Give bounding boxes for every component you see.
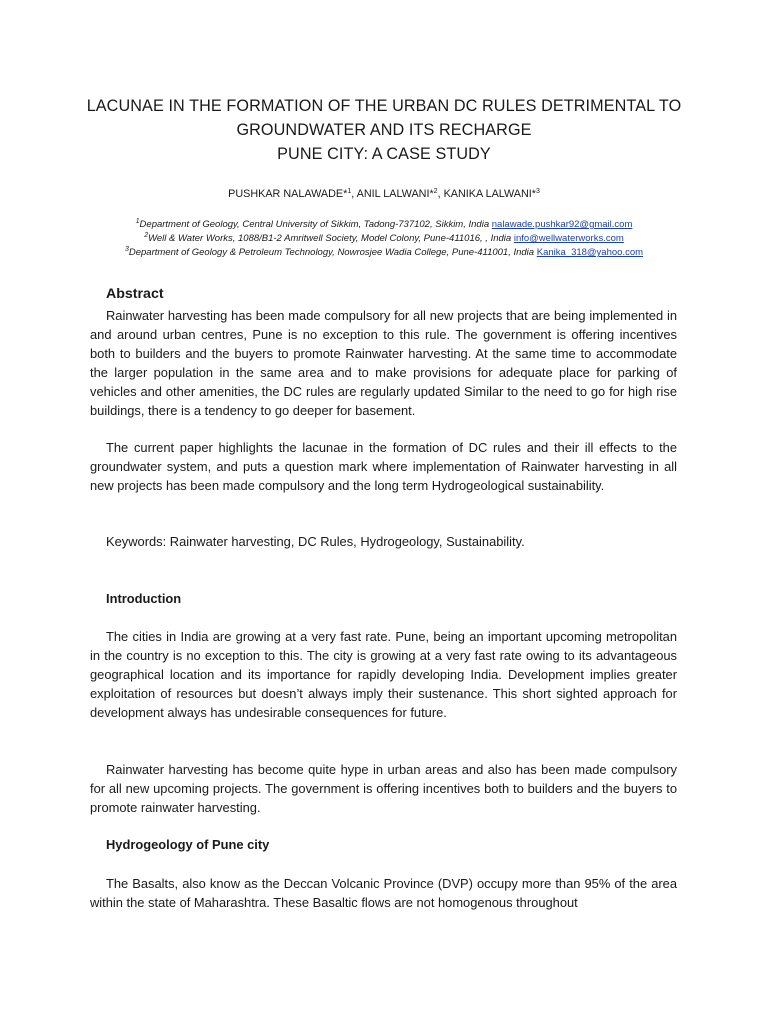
author-affiliation-mark: 1 xyxy=(347,188,352,195)
affiliation-line xyxy=(60,232,708,246)
author-separator: , xyxy=(437,188,444,200)
affiliation-line xyxy=(60,246,708,260)
affiliation-mark: 1 xyxy=(135,218,140,225)
affiliation-mark: 2 xyxy=(144,232,149,240)
author-name: KANIKA LALWANI* xyxy=(443,188,536,200)
abstract-paragraph-1: Rainwater harvesting has been made compulsory for all new projects that are being implemented in and around urban centres, Pune is no exception to this rule. The government is offering incentives both to builders and the buyers to promote Rainwater harvesting. At the same time to accommodate the larger population in the same area and to make provisions for adequate place for parking of vehicles and other amenities, the DC rules are regularly updated Similar to the need to go for high rise buildings, there is a tendency to go deeper for basement. xyxy=(90,308,677,418)
affiliation-text: Department of Geology & Petroleum Technology, Nowrosjee Wadia College, Pune-411001, India xyxy=(128,247,537,259)
affiliation-list xyxy=(60,218,708,261)
introduction-paragraph-1: The cities in India are growing at a very fast rate. Pune, being an important upcoming metropolitan in the country is no exception to this. The city is growing at a very fast rate owing to its advantageous geographical location and its importance for rapidly developing India. Development implies greater exploitation of resources but doesn’t always imply their sustenance. This short sighted approach for development always has undesirable consequences for future. xyxy=(90,629,677,720)
abstract-heading: Abstract xyxy=(106,286,164,302)
affiliation-text: Department of Geology, Central University of Sikkim, Tadong-737102, Sikkim, India xyxy=(139,219,492,230)
abstract-paragraph-2: The current paper highlights the lacunae in the formation of DC rules and their ill effects to the groundwater system, and puts a question mark where implementation of Rainwater harvesting in all new projects has been made compulsory and the long term Hydrogeological sustainability. xyxy=(90,440,677,493)
author-name: ANIL LALWANI* xyxy=(356,188,434,200)
title-line-1: LACUNAE IN THE FORMATION OF THE URBAN DC RULES DETRIMENTAL TO xyxy=(86,97,682,115)
title-line-3: PUNE CITY: A CASE STUDY xyxy=(277,145,491,163)
author-list xyxy=(60,186,708,202)
email-link[interactable]: Kanika_318@yahoo.com xyxy=(536,247,644,259)
hydrogeology-paragraph-1: The Basalts, also know as the Deccan Volcanic Province (DVP) occupy more than 95% of the area within the state of Maharashtra. These Basaltic flows are not homogenous throughout xyxy=(90,876,677,910)
email-link[interactable]: nalawade.pushkar92@gmail.com xyxy=(491,219,633,230)
author-name: PUSHKAR NALAWADE* xyxy=(228,188,348,200)
affiliation-text: Well & Water Works, 1088/B1-2 Amritwell Society, Model Colony, Pune-411016, , India xyxy=(148,233,514,245)
affiliation-line xyxy=(60,218,708,232)
title-line-2: GROUNDWATER AND ITS RECHARGE xyxy=(236,121,532,139)
author-affiliation-mark: 2 xyxy=(433,188,438,195)
introduction-heading: Introduction xyxy=(106,591,182,606)
author-affiliation-mark: 3 xyxy=(535,188,540,195)
keywords-line: Keywords: Rainwater harvesting, DC Rules, Hydrogeology, Sustainability. xyxy=(106,534,525,549)
introduction-paragraph-2: Rainwater harvesting has become quite hype in urban areas and also has been made compulsory for all new upcoming projects. The government is offering incentives both to builders and the buyers to promote rainwater harvesting. xyxy=(90,762,677,815)
email-link[interactable]: info@wellwaterworks.com xyxy=(513,233,624,245)
hydrogeology-heading: Hydrogeology of Pune city xyxy=(106,837,270,852)
author-separator: , xyxy=(351,188,357,200)
affiliation-mark: 3 xyxy=(124,246,129,254)
paper-title xyxy=(60,94,708,166)
